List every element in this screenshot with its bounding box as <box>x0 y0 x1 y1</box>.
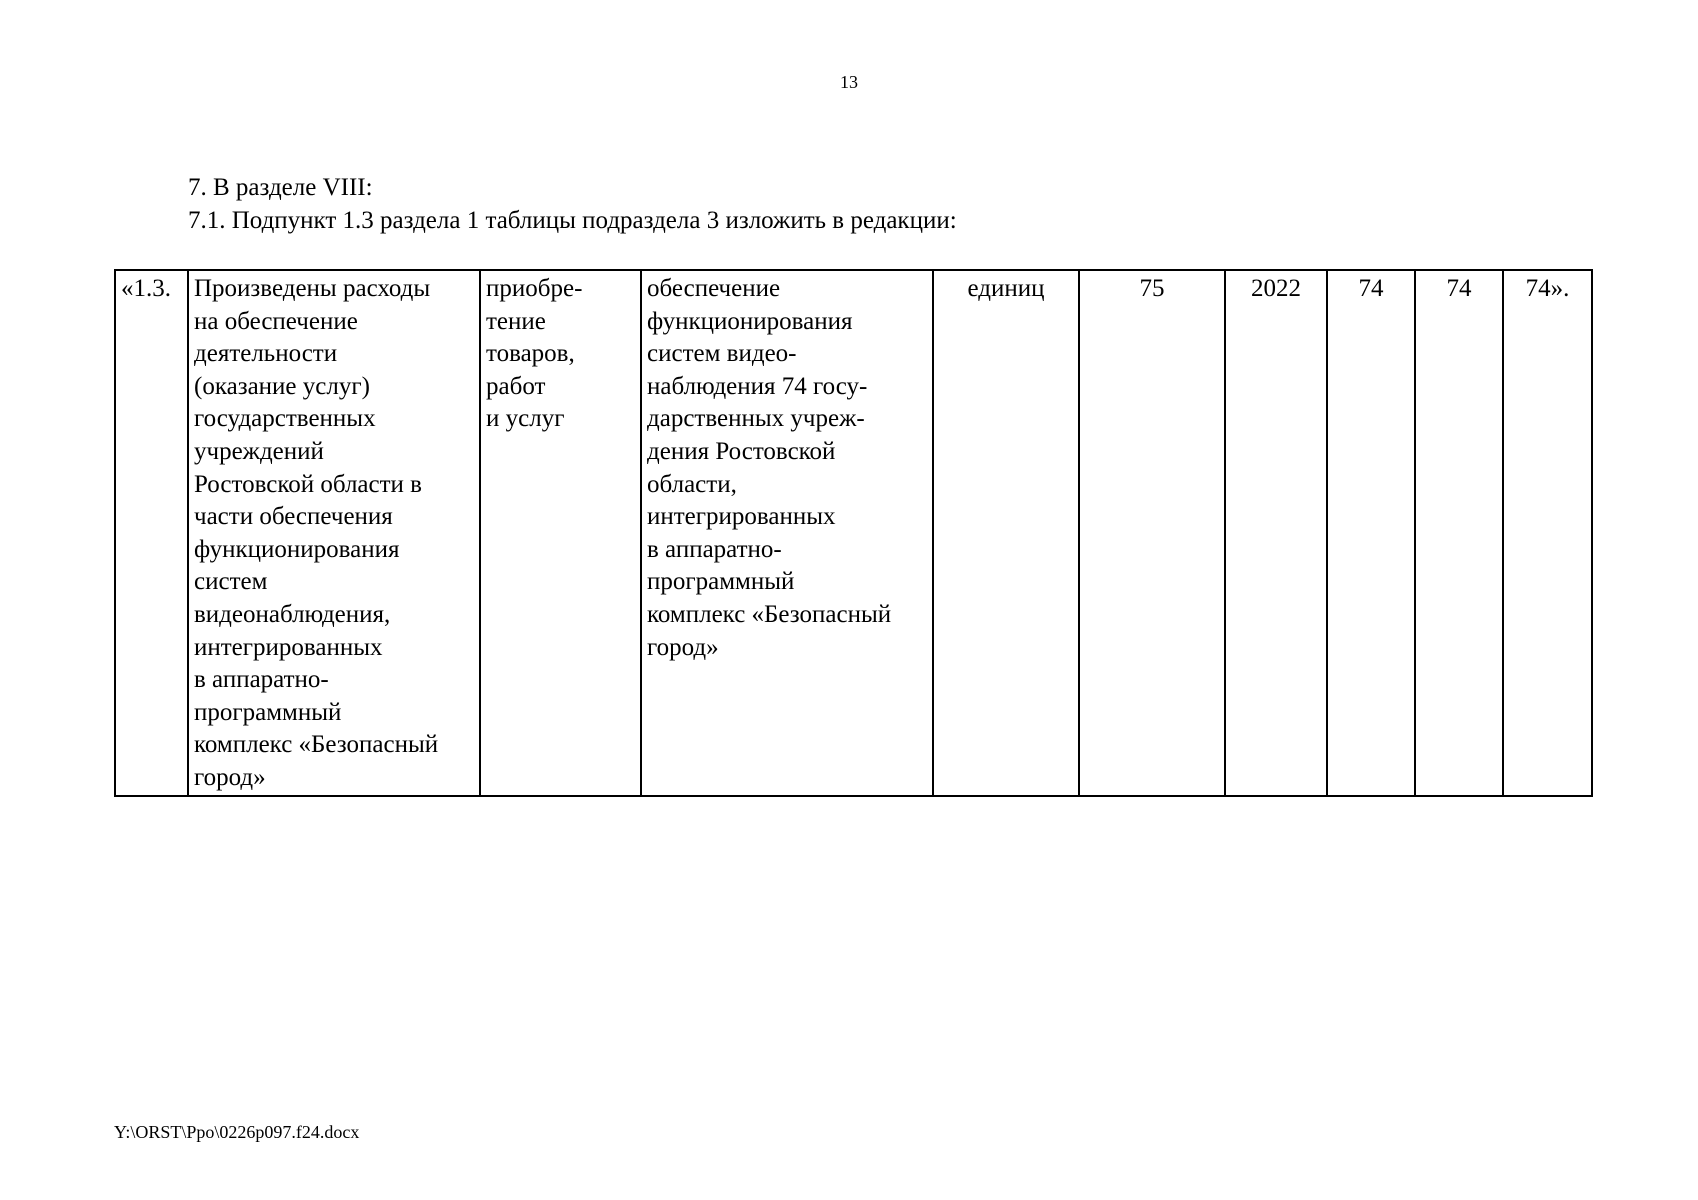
purpose-line: систем видео- <box>647 340 797 368</box>
description-line: программный <box>194 698 342 726</box>
purpose-line: функционирования <box>647 307 853 335</box>
description-line: комплекс «Безопасный <box>194 731 439 759</box>
value-cell-4: 74». <box>1503 270 1592 796</box>
description-line: на обеспечение <box>194 307 358 335</box>
description-line: систем <box>194 568 268 596</box>
purpose-cell <box>641 270 933 796</box>
value-cell-2: 74 <box>1327 270 1415 796</box>
description-line: видеонаблюдения, <box>194 600 391 628</box>
page-number: 13 <box>840 72 858 92</box>
subsection-paragraph: 7.1. Подпункт 1.3 раздела 1 таблицы подраздела 3 изложить в редакции: <box>188 207 957 234</box>
description-line: государственных <box>194 405 376 433</box>
description-line: Ростовской области в <box>194 470 422 498</box>
description-line: в аппаратно- <box>194 666 329 694</box>
description-line: (оказание услуг) <box>194 372 370 400</box>
description-line: деятельности <box>194 340 338 368</box>
description-cell <box>188 270 480 796</box>
purchase-type-line: работ <box>486 372 546 400</box>
purpose-line: комплекс «Безопасный <box>647 600 892 628</box>
purpose-line: интегрированных <box>647 503 836 531</box>
footer-file-path: Y:\ORST\Ppo\0226p097.f24.docx <box>114 1122 360 1142</box>
description-line: функционирования <box>194 535 400 563</box>
item-number-cell: «1.3. <box>115 270 188 796</box>
purpose-line: программный <box>647 568 795 596</box>
purchase-type-line: и услуг <box>486 405 565 433</box>
purpose-line: обеспечение <box>647 275 781 302</box>
amendment-table <box>114 269 1593 797</box>
description-line: учреждений <box>194 437 324 465</box>
unit-cell: единиц <box>933 270 1079 796</box>
purchase-type-cell <box>480 270 641 796</box>
purpose-line: город» <box>647 633 719 661</box>
purpose-line: в аппаратно- <box>647 535 782 563</box>
purpose-line: наблюдения 74 госу- <box>647 372 868 400</box>
year-cell: 2022 <box>1225 270 1327 796</box>
value-cell-1: 75 <box>1079 270 1225 796</box>
value-cell-3: 74 <box>1415 270 1503 796</box>
description-line: части обеспечения <box>194 503 393 531</box>
purchase-type-line: тение <box>486 307 546 335</box>
purchase-type-line: приобре- <box>486 275 583 302</box>
purpose-line: дарственных учреж- <box>647 405 865 433</box>
section-paragraph: 7. В разделе VIII: <box>188 174 373 201</box>
purchase-type-line: товаров, <box>486 340 575 368</box>
purpose-line: дения Ростовской <box>647 437 836 465</box>
description-line: интегрированных <box>194 633 383 661</box>
description-line: Произведены расходы <box>194 275 431 302</box>
description-line: город» <box>194 763 266 791</box>
table-row <box>115 270 1592 796</box>
purpose-line: области, <box>647 470 737 498</box>
